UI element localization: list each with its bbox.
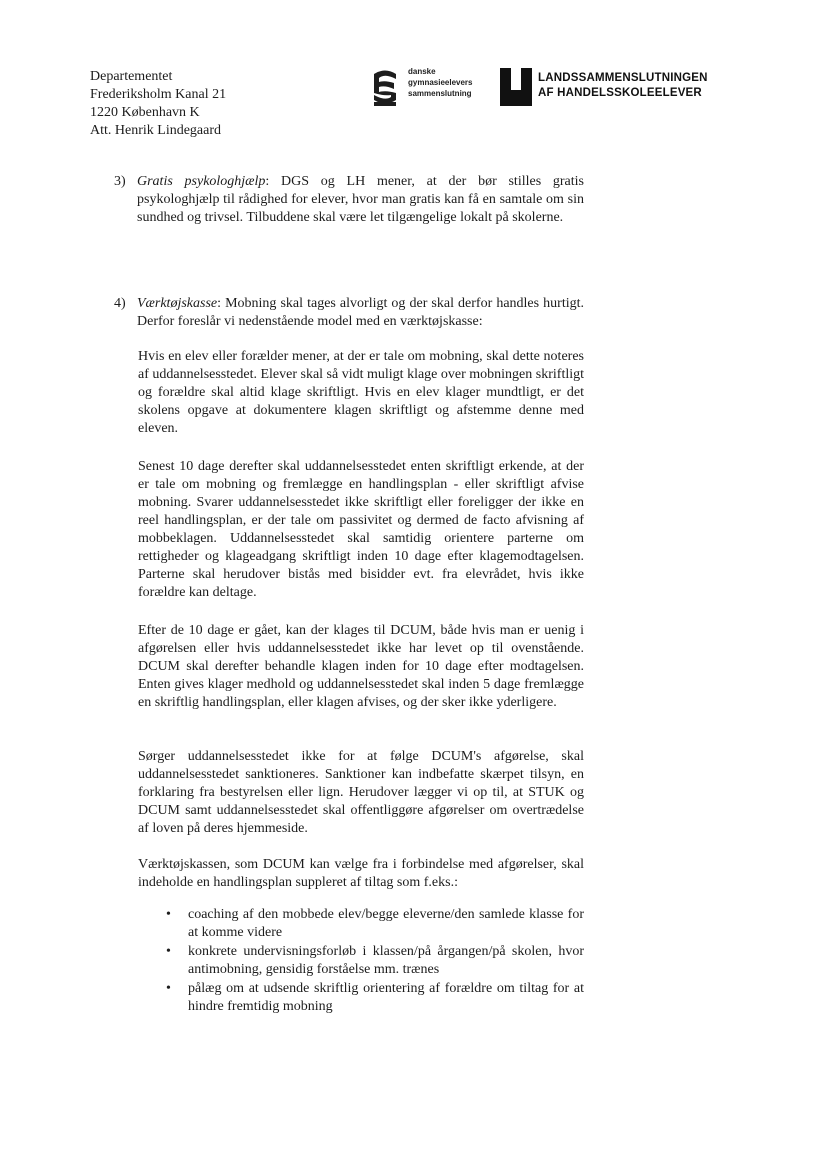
dgs-logo-line: gymnasieelevers xyxy=(408,78,473,87)
dgs-logo-line: danske xyxy=(408,67,436,76)
item-number: 3) xyxy=(114,174,126,189)
lh-logo xyxy=(500,68,760,108)
body-paragraph: Efter de 10 dage er gået, kan der klages til DCUM, både hvis man er uenig i afgørelsen eller hvis uddannelsesstedet ikke har levet op til ovenstående. DCUM skal derefter behandle klagen inden for 10 dage efter modtagelsen. Enten gives klager medhold og uddannelsesstedet skal inden 5 dage fremlægge en skriftlig handlingsplan, eller klagen afvises, og der sker ikke yderligere. xyxy=(138,623,584,710)
list-item xyxy=(138,906,584,942)
body-paragraph: Værktøjskassen, som DCUM kan vælge fra i forbindelse med afgørelser, skal indeholde en handlingsplan suppleret af tiltag som f.eks.: xyxy=(138,857,584,890)
recipient-address xyxy=(90,68,226,140)
dgs-logo xyxy=(370,64,490,108)
item-body xyxy=(137,173,584,227)
dgs-logo-text xyxy=(408,66,473,99)
list-item-text: coaching af den mobbede elev/begge eleverne/den samlede klasse for at komme videre xyxy=(188,907,584,940)
address-line-department: Departementet xyxy=(90,69,173,84)
body-paragraph: Sørger uddannelsesstedet ikke for at følge DCUM's afgørelse, skal uddannelsesstedet sanktioneres. Sanktioner kan indbefatte skærpet tilsyn, en forklaring fra bestyrelsen eller lign. Herudover lægger vi op til, at STUK og DCUM samt uddannelsesstedet skal offentliggøre afgørelser om overtrædelse af loven på deres hjemmeside. xyxy=(138,749,584,836)
item-body xyxy=(137,295,584,331)
item-label: Gratis psykologhjælp xyxy=(137,174,266,189)
item-text: : DGS og LH mener, at der bør stilles gratis psykologhjælp til rådighed for elever, hvor man gratis kan få en samtale om sin sundhed og trivsel. Tilbuddene skal være let tilgængelige lokalt på skolerne. xyxy=(137,174,584,225)
bullet-list xyxy=(138,906,584,1017)
item-text: : Mobning skal tages alvorligt og der skal derfor handles hurtigt. Derfor foreslår vi nedenstående model med en værktøjskasse: xyxy=(137,296,584,329)
numbered-item-4 xyxy=(114,295,584,331)
lh-logo-mark-icon xyxy=(500,68,532,106)
list-item xyxy=(138,943,584,979)
lh-logo-line: LANDSSAMMENSLUTNINGEN xyxy=(538,72,708,84)
body-paragraph: Hvis en elev eller forælder mener, at der er tale om mobning, skal dette noteres af uddannelsesstedet. Elever skal så vidt muligt klage over mobningen skriftligt og forældre skal altid klage skriftligt. Hvis en elev klager mundtligt, er det skolens opgave at dokumentere klagen skriftligt og afstemme denne med eleven. xyxy=(138,349,584,436)
numbered-item-3 xyxy=(114,173,584,227)
dgs-logo-mark-icon xyxy=(370,68,400,108)
lh-logo-line: AF HANDELSSKOLEELEVER xyxy=(538,87,702,99)
bullet-icon: • xyxy=(166,907,171,922)
address-line-street: Frederiksholm Kanal 21 xyxy=(90,87,227,102)
list-item xyxy=(138,980,584,1016)
lh-logo-text xyxy=(538,71,708,101)
item-number: 4) xyxy=(114,296,126,311)
address-line-attention: Att. Henrik Lindegaard xyxy=(90,123,222,138)
bullet-icon: • xyxy=(166,981,171,996)
item-label: Værktøjskasse xyxy=(137,296,218,311)
list-item-text: konkrete undervisningsforløb i klassen/på årgangen/på skolen, hvor antimobning, gensidig forståelse mm. trænes xyxy=(188,944,584,977)
list-item-text: pålæg om at udsende skriftlig orientering af forældre om tiltag for at hindre fremtidig mobning xyxy=(188,981,584,1014)
dgs-logo-line: sammenslutning xyxy=(408,89,472,98)
bullet-icon: • xyxy=(166,944,171,959)
address-line-city: 1220 København K xyxy=(90,105,200,120)
body-paragraph: Senest 10 dage derefter skal uddannelsesstedet enten skriftligt erkende, at der er tale om mobning og fremlægge en handlingsplan - eller skriftligt afvise mobning. Svarer uddannelsesstedet ikke skriftligt eller foreligger der ikke en reel handlingsplan, er der tale om passivitet og dermed de facto afvisning af mobbeklagen. Uddannelsesstedet skal samtidig orientere parterne om rettigheder og klageadgang skriftligt inden 10 dage efter klagemodtagelsen. Parterne skal herudover bistås med bisidder evt. fra elevrådet, hvis ikke forældre kan deltage. xyxy=(138,459,584,600)
